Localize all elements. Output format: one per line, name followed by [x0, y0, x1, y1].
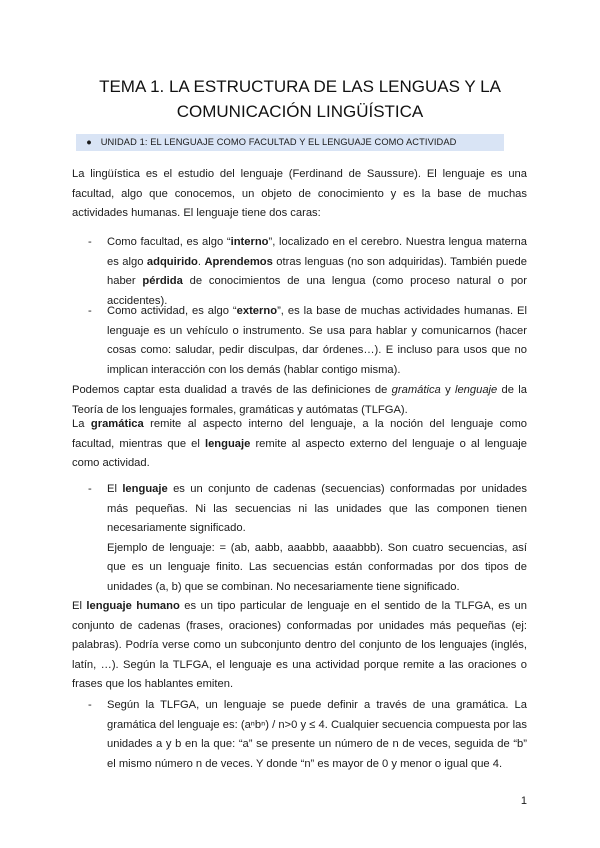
list-item-facultad	[88, 233, 527, 311]
paragraph-gramatica: La gramática remite al aspecto interno del lenguaje, a la noción del lenguaje como facultad, mientras que el lenguaje remite al aspecto externo del lenguaje o al lenguaje como actividad.	[72, 418, 528, 469]
list-item-gramatica	[88, 696, 527, 774]
list-item-text: Como actividad, es algo “externo”, es la base de muchas actividades humanas. El lenguaje es un vehículo o instrumento. Se usa para hablar y comunicarnos (hacer cosas como: saludar, pedir disculpas, dar órdenes…). E incluso para usos que no implican interacción con los demás (hablar contigo misma).	[107, 305, 528, 376]
title-line-2: COMUNICACIÓN LINGÜÍSTICA	[176, 102, 424, 121]
list-item-text: El lenguaje es un conjunto de cadenas (secuencias) conformadas por unidades más pequeñas. Ni las secuencias ni las unidades que las componen tienen necesariamente significado.	[107, 483, 527, 534]
dash-icon: -	[88, 236, 92, 248]
dash-icon: -	[88, 483, 92, 495]
dash-icon: -	[88, 699, 92, 711]
page-number: 1	[520, 795, 527, 807]
list-item-text: Según la TLFGA, un lenguaje se puede definir a través de una gramática. La gramática del lenguaje es: (aⁿbⁿ) / n>0 y ≤ 4. Cualquier secuencia compuesta por las unidades a y b en la que: “a” se presente un número de n de veces, seguida de “b” el mismo número n de veces. Y donde “n” es mayor de 0 y menor o igual que 4.	[107, 699, 527, 770]
dash-icon: -	[88, 305, 92, 317]
bullet-icon: ●	[86, 137, 92, 147]
unit-heading	[76, 134, 504, 151]
title-line-1: TEMA 1. LA ESTRUCTURA DE LAS LENGUAS Y LA	[99, 77, 501, 96]
list-item-lenguaje	[88, 480, 527, 597]
paragraph-dualidad: Podemos captar esta dualidad a través de las definiciones de gramática y lenguaje de la Teoría de los lenguajes formales, gramáticas y autómatas (TLFGA).	[72, 384, 527, 416]
page-title	[60, 74, 540, 124]
list-item-actividad	[88, 302, 527, 380]
list-item-example: Ejemplo de lenguaje: = (ab, aabb, aaabbb, aaaabbb). Son cuatro secuencias, así que es un lenguaje finito. Las secuencias están conformadas por dos tipos de unidades (a, b) que se combinan. No necesariamente tiene significado.	[107, 541, 527, 593]
paragraph-lenguaje-humano: El lenguaje humano es un tipo particular de lenguaje en el sentido de la TLFGA, es un conjunto de cadenas (frases, oraciones) conformadas por unidades más pequeñas (ej: palabras). Podría verse como un subconjunto dentro del conjunto de los lenguajes (inglés, latín, …). Según la TLFGA, el lenguaje es una actividad porque remite a las oraciones o frases que los hablantes emiten.	[72, 600, 527, 690]
list-item-text: Como facultad, es algo “interno”, localizado en el cerebro. Nuestra lengua materna es algo adquirido. Aprendemos otras lenguas (no son adquiridas). También puede haber pérdida de conocimientos de una lengua (como proceso natural o por accidentes).	[107, 236, 528, 307]
intro-paragraph: La lingüística es el estudio del lenguaje (Ferdinand de Saussure). El lenguaje es una facultad, algo que conocemos, un objeto de conocimiento y es la base de muchas actividades humanas. El lenguaje tiene dos caras:	[72, 168, 527, 219]
unit-heading-text: UNIDAD 1: EL LENGUAJE COMO FACULTAD Y EL LENGUAJE COMO ACTIVIDAD	[100, 137, 457, 147]
